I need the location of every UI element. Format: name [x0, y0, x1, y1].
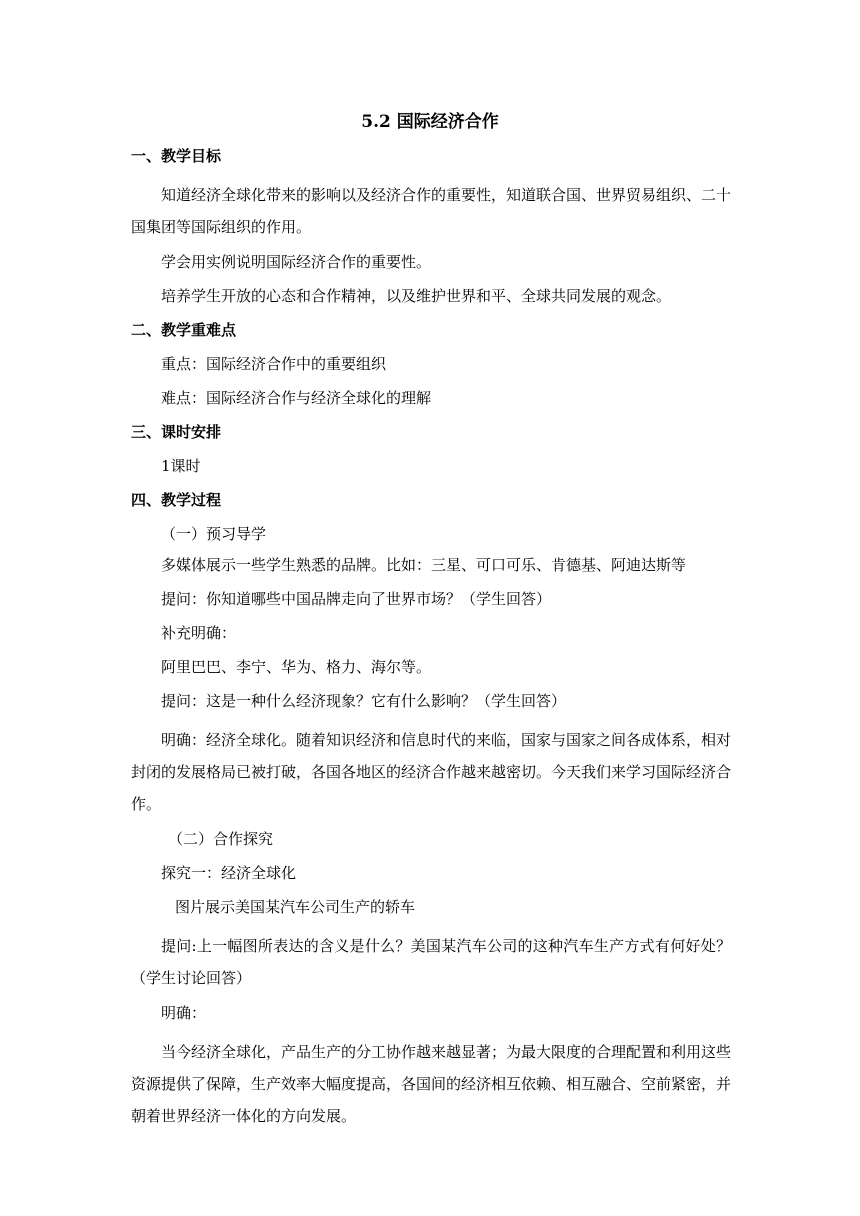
paragraph: 难点：国际经济合作与经济全球化的理解 — [161, 389, 432, 407]
paragraph: 明确： — [161, 1004, 207, 1022]
paragraph: 明确：经济全球化。随着知识经济和信息时代的来临，国家与国家之间各成体系，相对封闭的发展格局已被打破，各国各地区的经济合作越来越密切。今天我们来学习国际经济合作。 — [131, 731, 732, 813]
paragraph: 提问:上一幅图所表达的含义是什么？美国某汽车公司的这种汽车生产方式有何好处？（学生讨论回答） — [131, 937, 731, 987]
section-heading-4: 四、教学过程 — [131, 491, 222, 509]
paragraph: 1课时 — [161, 457, 201, 475]
paragraph: 当今经济全球化，产品生产的分工协作越来越显著；为最大限度的合理配置和利用这些资源提供了保障，生产效率大幅度提高，各国间的经济相互依赖、相互融合、空前紧密，并朝着世界经济一体化的方向发展。 — [131, 1043, 732, 1125]
paragraph: 阿里巴巴、李宁、华为、格力、海尔等。 — [161, 658, 432, 676]
paragraph: 培养学生开放的心态和合作精神，以及维护世界和平、全球共同发展的观念。 — [161, 287, 672, 305]
paragraph: 补充明确： — [161, 624, 237, 642]
paragraph: 提问：这是一种什么经济现象？它有什么影响？（学生回答） — [161, 692, 567, 710]
paragraph: 多媒体展示一些学生熟悉的品牌。比如：三星、可口可乐、肯德基、阿迪达斯等 — [161, 556, 687, 574]
section-heading-1: 一、教学目标 — [131, 147, 222, 165]
paragraph: 学会用实例说明国际经济合作的重要性。 — [161, 253, 432, 271]
paragraph: 探究一：经济全球化 — [161, 864, 297, 882]
subsection-heading: （一）预习导学 — [161, 525, 267, 543]
section-heading-3: 三、课时安排 — [131, 423, 222, 441]
subsection-heading: （二）合作探究 — [168, 830, 274, 848]
paragraph: 图片展示美国某汽车公司生产的轿车 — [175, 898, 416, 916]
document-body — [131, 145, 731, 1140]
paragraph: 知道经济全球化带来的影响以及经济合作的重要性，知道联合国、世界贸易组织、二十国集团等国际组织的作用。 — [131, 186, 732, 236]
document-title: 5.2 国际经济合作 — [361, 112, 499, 132]
paragraph: 提问：你知道哪些中国品牌走向了世界市场？（学生回答） — [161, 590, 552, 608]
section-heading-2: 二、教学重难点 — [131, 321, 237, 339]
paragraph: 重点：国际经济合作中的重要组织 — [161, 355, 387, 373]
